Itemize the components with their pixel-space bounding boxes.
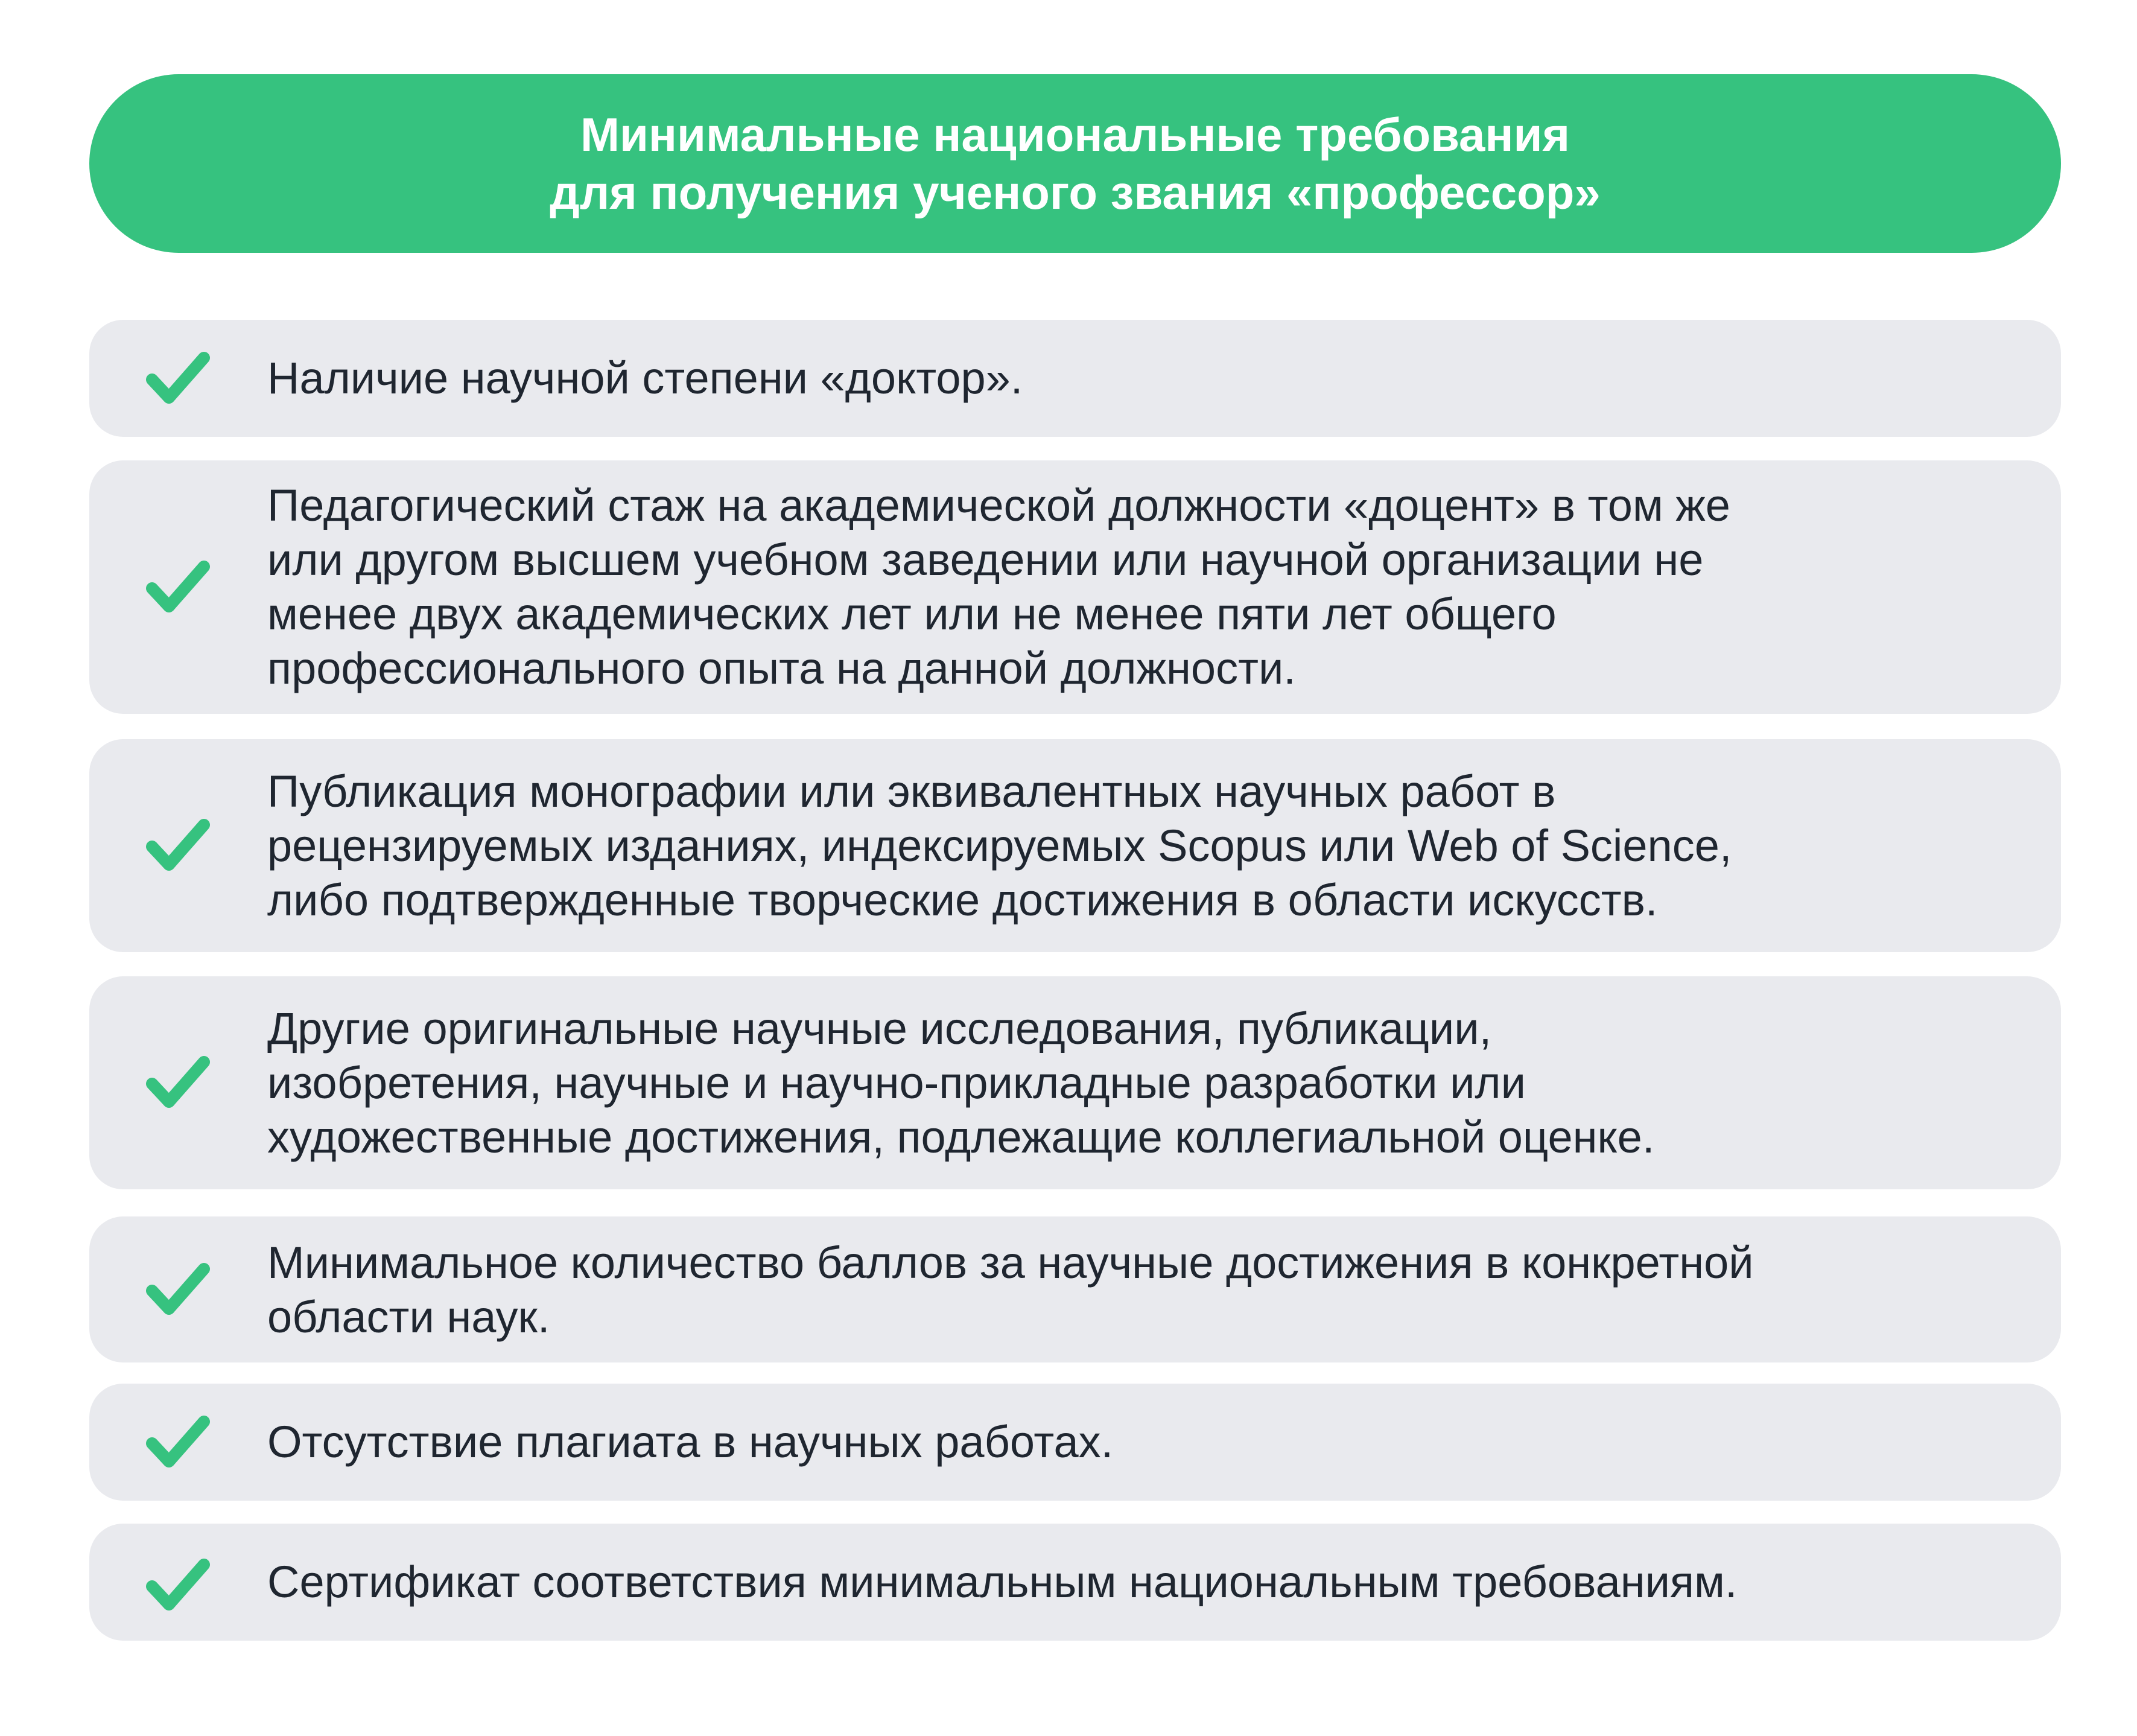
check-icon <box>145 1413 211 1471</box>
requirement-text: Публикация монографии или эквивалентных научных работ в рецензируемых изданиях, индексируемых Scopus или Web of Science, либо подтвержденные творческие достижения в области искусств. <box>267 766 1732 925</box>
check-icon <box>145 816 211 874</box>
requirement-text: Отсутствие плагиата в научных работах. <box>267 1417 1114 1467</box>
requirement-card-4 <box>89 976 2061 1189</box>
requirement-card-2 <box>89 460 2061 714</box>
requirement-text: Другие оригинальные научные исследования, публикации, изобретения, научные и научно-прикладные разработки или художественные достижения, подлежащие коллегиальной оценке. <box>267 1003 1655 1162</box>
requirement-text: Наличие научной степени «доктор». <box>267 353 1023 403</box>
check-icon <box>145 1556 211 1614</box>
requirement-text: Сертификат соответствия минимальным национальным требованиям. <box>267 1557 1738 1607</box>
header-banner <box>89 74 2061 253</box>
requirement-card-3 <box>89 739 2061 952</box>
check-icon <box>145 1054 211 1111</box>
check-icon <box>145 558 211 616</box>
title-line-1: Минимальные национальные требования <box>580 108 1570 161</box>
requirement-card-1 <box>89 320 2061 437</box>
requirement-card-6 <box>89 1384 2061 1501</box>
requirement-text: Минимальное количество баллов за научные достижения в конкретной области наук. <box>267 1238 1754 1342</box>
requirement-card-7 <box>89 1524 2061 1641</box>
requirement-card-5 <box>89 1216 2061 1362</box>
check-icon <box>145 349 211 407</box>
title-line-2: для получения ученого звания «профессор» <box>550 166 1601 219</box>
check-icon <box>145 1261 211 1318</box>
requirement-text: Педагогический стаж на академической должности «доцент» в том же или другом высшем учебном заведении или научной организации не менее двух академических лет или не менее пяти лет общего профессионального опыта на данной должности. <box>267 480 1730 693</box>
